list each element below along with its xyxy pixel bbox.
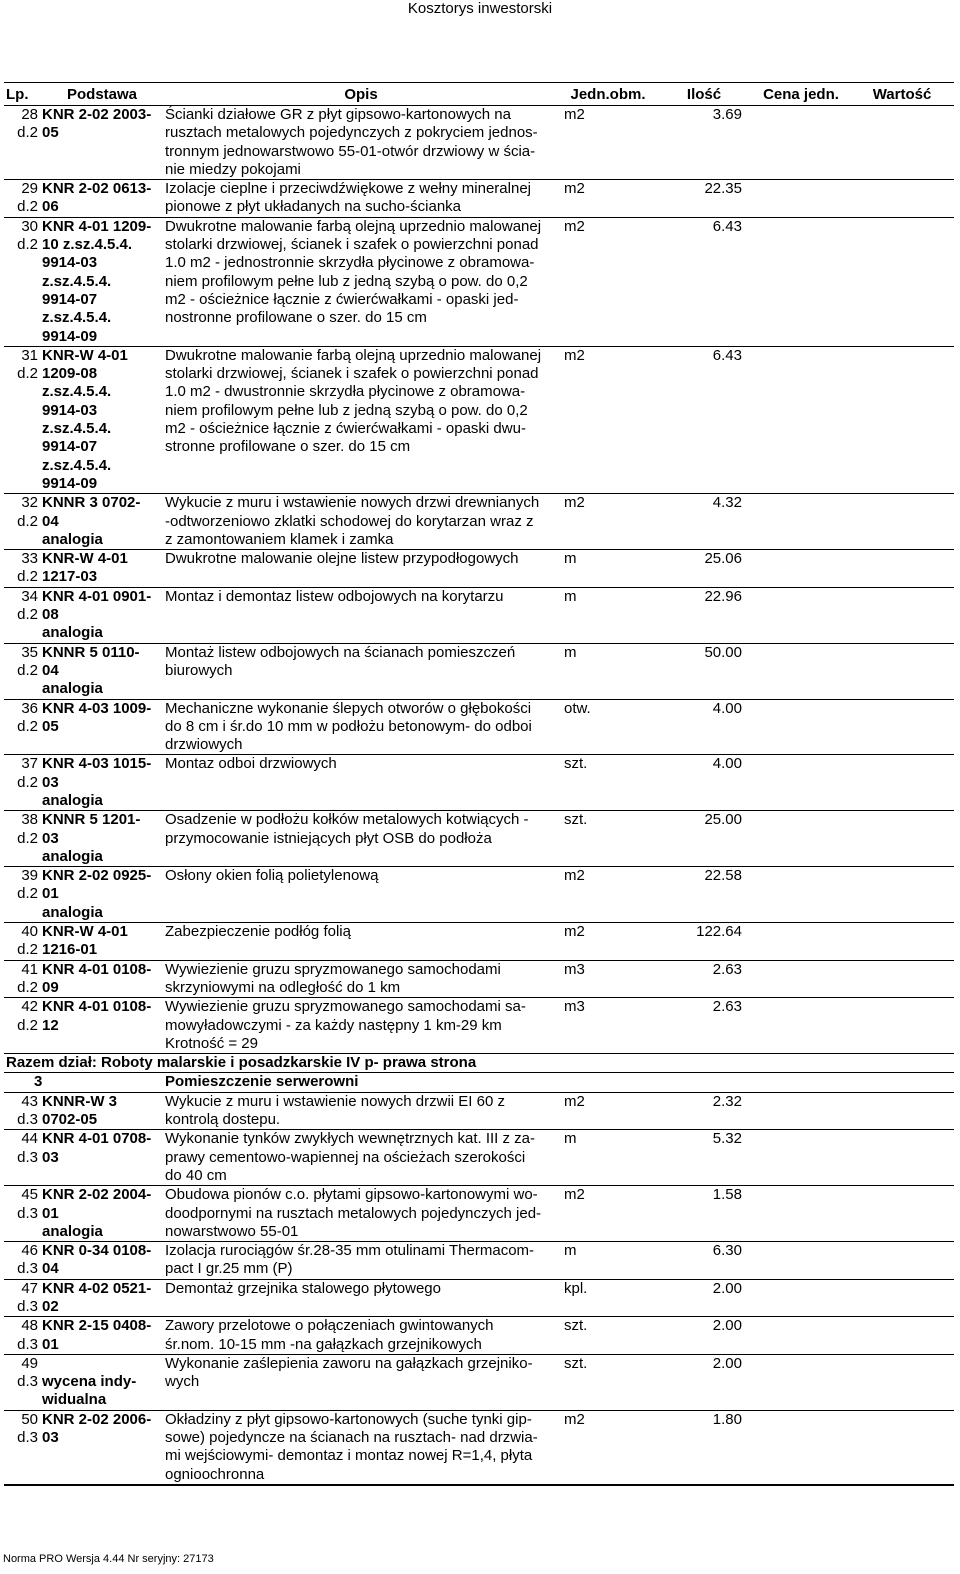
cell-podstawa: wycena indy- widualna bbox=[42, 1373, 137, 1409]
table-row bbox=[4, 347, 954, 494]
section-title: Pomieszczenie serwerowni bbox=[165, 1073, 359, 1091]
cell-ilosc: 22.96 bbox=[704, 587, 742, 605]
cell-ilosc: 4.00 bbox=[712, 699, 742, 717]
section-heading bbox=[4, 1073, 954, 1092]
cell-podstawa: KNR 2-02 0925- 01 analogia bbox=[42, 867, 152, 921]
cell-podstawa: KNR 4-01 0108- 09 bbox=[42, 960, 152, 996]
page-title: Kosztorys inwestorski bbox=[407, 0, 553, 17]
cell-podstawa: KNR-W 4-01 1217-03 bbox=[42, 550, 128, 586]
cell-jedn: m2 bbox=[564, 1186, 585, 1204]
cell-jedn: m bbox=[564, 587, 577, 605]
cell-cena bbox=[752, 218, 850, 346]
cell-podstawa: KNR-W 4-01 1216-01 bbox=[42, 923, 128, 959]
cell-wartosc bbox=[850, 1130, 954, 1185]
table-row bbox=[4, 1242, 954, 1280]
table-row bbox=[4, 1280, 954, 1318]
cell-lp: 40 d.2 bbox=[17, 923, 38, 959]
table-row bbox=[4, 1317, 954, 1355]
cell-wartosc bbox=[850, 811, 954, 866]
cell-cena bbox=[752, 961, 850, 998]
cell-jedn: m2 bbox=[564, 923, 585, 941]
rows-group-b bbox=[4, 1093, 954, 1485]
cell-wartosc bbox=[850, 923, 954, 960]
cell-opis: Montaż listew odbojowych na ścianach pomieszczeń biurowych bbox=[165, 643, 516, 679]
cell-jedn: m3 bbox=[564, 998, 585, 1016]
cell-cena bbox=[752, 1093, 850, 1130]
cell-jedn: m bbox=[564, 1242, 577, 1260]
table-row bbox=[4, 550, 954, 588]
header-podstawa: Podstawa bbox=[66, 85, 138, 103]
header-ilosc: Ilość bbox=[686, 85, 722, 103]
cell-ilosc: 122.64 bbox=[696, 923, 742, 941]
cell-podstawa: KNR 0-34 0108- 04 bbox=[42, 1242, 152, 1278]
cell-opis: Montaz i demontaz listew odbojowych na korytarzu bbox=[165, 587, 504, 605]
cell-wartosc bbox=[850, 588, 954, 643]
cell-opis: Ścianki działowe GR z płyt gipsowo-kartonowych na rusztach metalowych pojedynczych z pokryciem jednos- tronnym jednowarstwowo 55-01-otwór drzwiowy w ścia- nie miedzy pokojami bbox=[165, 106, 538, 178]
table-row bbox=[4, 494, 954, 550]
cell-podstawa: KNR 4-03 1015- 03 analogia bbox=[42, 755, 152, 809]
cell-lp: 30 d.2 bbox=[17, 217, 38, 254]
cell-ilosc: 22.35 bbox=[704, 180, 742, 198]
cell-wartosc bbox=[850, 1280, 954, 1317]
cell-lp: 44 d.3 bbox=[17, 1130, 38, 1166]
cell-wartosc bbox=[850, 218, 954, 346]
cell-cena bbox=[752, 1411, 850, 1484]
cell-lp: 36 d.2 bbox=[17, 699, 38, 735]
cell-podstawa: KNR 4-01 1209- 10 z.sz.4.5.4. 9914-03 z.sz.4.5.4. 9914-07 z.sz.4.5.4. 9914-09 bbox=[42, 217, 152, 345]
cell-cena bbox=[752, 644, 850, 699]
cell-wartosc bbox=[850, 347, 954, 493]
cell-jedn: m2 bbox=[564, 106, 585, 123]
table-row bbox=[4, 180, 954, 218]
cell-cena bbox=[752, 550, 850, 587]
cell-opis: Zawory przelotowe o połączeniach gwintowanych śr.nom. 10-15 mm -na gałązkach grzejnikowych bbox=[165, 1317, 494, 1353]
cell-opis: Zabezpieczenie podłóg folią bbox=[165, 923, 351, 941]
cell-cena bbox=[752, 494, 850, 549]
header-opis: Opis bbox=[344, 85, 378, 103]
table-row bbox=[4, 1186, 954, 1242]
cell-lp: 49 d.3 bbox=[17, 1354, 38, 1391]
cell-lp: 28 d.2 bbox=[17, 106, 38, 142]
cell-opis: Dwukrotne malowanie farbą olejną uprzednio malowanej stolarki drzwiowej, ścianek i szafek o powierzchni ponad 1.0 m2 - dwustronnie skrzydła płycinowe z obramowa- niem profilowym pełne lub z jedną szybą o pow. do 0,2 m2 - ościeżnice łącznie z ćwierćwałkami - opaski dwu- stronne profilowane o szer. do 15 cm bbox=[165, 346, 542, 456]
cell-ilosc: 2.63 bbox=[712, 960, 742, 978]
cell-wartosc bbox=[850, 494, 954, 549]
cell-ilosc: 1.58 bbox=[712, 1186, 742, 1204]
table-row bbox=[4, 1130, 954, 1186]
cell-ilosc: 5.32 bbox=[712, 1130, 742, 1148]
cell-opis: Dwukrotne malowanie olejne listew przypodłogowych bbox=[165, 550, 519, 568]
table-row bbox=[4, 644, 954, 700]
cell-podstawa: KNR 4-01 0708- 03 bbox=[42, 1130, 152, 1166]
cell-cena bbox=[752, 1242, 850, 1279]
cell-cena bbox=[752, 347, 850, 493]
cell-jedn: m2 bbox=[564, 346, 585, 364]
cell-opis: Izolacje cieplne i przeciwdźwiękowe z wełny mineralnej pionowe z płyt układanych na sucho-ścianka bbox=[165, 180, 531, 216]
cell-podstawa: KNNR 5 0110- 04 analogia bbox=[42, 643, 140, 698]
table-row bbox=[4, 961, 954, 999]
cell-wartosc bbox=[850, 644, 954, 699]
section-number: 3 bbox=[34, 1073, 43, 1091]
cell-jedn: szt. bbox=[564, 1317, 588, 1335]
cell-ilosc: 2.32 bbox=[712, 1092, 742, 1110]
cell-podstawa: KNR 4-01 0901- 08 analogia bbox=[42, 587, 152, 642]
cell-cena bbox=[752, 180, 850, 217]
table-row bbox=[4, 588, 954, 644]
cell-lp: 31 d.2 bbox=[17, 346, 38, 383]
cell-jedn: kpl. bbox=[564, 1279, 588, 1297]
cell-ilosc: 6.30 bbox=[712, 1242, 742, 1260]
cell-ilosc: 25.06 bbox=[704, 550, 742, 568]
cell-wartosc bbox=[850, 867, 954, 922]
section-summary: Razem dział: Roboty malarskie i posadzkarskie IV p- prawa strona bbox=[4, 1054, 954, 1073]
cell-opis: Mechaniczne wykonanie ślepych otworów o głębokości do 8 cm i śr.do 10 mm w podłożu betonowym- do odboi drzwiowych bbox=[165, 699, 532, 754]
cell-wartosc bbox=[850, 755, 954, 810]
cell-podstawa: KNNR-W 3 0702-05 bbox=[42, 1092, 117, 1129]
footer: Norma PRO Wersja 4.44 Nr seryjny: 27173 bbox=[3, 1553, 214, 1565]
cell-ilosc: 3.69 bbox=[712, 106, 742, 123]
table-row bbox=[4, 923, 954, 961]
cell-jedn: m bbox=[564, 1130, 577, 1148]
cell-podstawa: KNR 4-02 0521- 02 bbox=[42, 1279, 152, 1315]
cell-podstawa: KNR 2-02 0613- 06 bbox=[42, 180, 152, 216]
cell-wartosc bbox=[850, 1355, 954, 1410]
cell-ilosc: 6.43 bbox=[712, 346, 742, 364]
cell-cena bbox=[752, 923, 850, 960]
cell-ilosc: 22.58 bbox=[704, 867, 742, 885]
cell-podstawa: KNNR 5 1201- 03 analogia bbox=[42, 811, 141, 865]
cell-jedn: m bbox=[564, 643, 577, 661]
cell-ilosc: 2.00 bbox=[712, 1354, 742, 1372]
cell-podstawa: KNR 2-02 2006- 03 bbox=[42, 1410, 152, 1447]
cell-cena bbox=[752, 700, 850, 755]
cell-jedn: szt. bbox=[564, 1354, 588, 1372]
cell-wartosc bbox=[850, 1093, 954, 1130]
table-header bbox=[4, 83, 954, 106]
table-row bbox=[4, 811, 954, 867]
cell-wartosc bbox=[850, 1317, 954, 1354]
cell-jedn: otw. bbox=[564, 699, 591, 717]
cell-jedn: m2 bbox=[564, 1092, 585, 1110]
cell-lp: 38 d.2 bbox=[17, 811, 38, 847]
table-row bbox=[4, 1411, 954, 1485]
cell-cena bbox=[752, 588, 850, 643]
cell-lp: 48 d.3 bbox=[17, 1317, 38, 1353]
cell-lp: 35 d.2 bbox=[17, 643, 38, 679]
cell-jedn: m2 bbox=[564, 180, 585, 198]
cell-wartosc bbox=[850, 1186, 954, 1241]
cell-opis: Wykucie z muru i wstawienie nowych drzwi drewnianych -odtworzeniowo zklatki schodowej do korytarzan wraz z z zamontowaniem klamek i zamka bbox=[165, 494, 540, 548]
rows-group-a bbox=[4, 106, 954, 1054]
cell-podstawa: KNR 2-15 0408- 01 bbox=[42, 1317, 152, 1353]
cell-jedn: m bbox=[564, 550, 577, 568]
cell-ilosc: 2.00 bbox=[712, 1317, 742, 1335]
table-row bbox=[4, 1093, 954, 1131]
cell-lp: 37 d.2 bbox=[17, 755, 38, 791]
header-cena: Cena jedn. bbox=[763, 85, 839, 103]
table-row bbox=[4, 998, 954, 1054]
cell-lp: 42 d.2 bbox=[17, 998, 38, 1034]
cell-cena bbox=[752, 1355, 850, 1410]
cell-cena bbox=[752, 998, 850, 1053]
cell-wartosc bbox=[850, 961, 954, 998]
table-row bbox=[4, 867, 954, 923]
cell-cena bbox=[752, 811, 850, 866]
cell-ilosc: 2.00 bbox=[712, 1279, 742, 1297]
cell-opis: Wykucie z muru i wstawienie nowych drzwii EI 60 z kontrolą dostepu. bbox=[165, 1092, 505, 1129]
cell-wartosc bbox=[850, 700, 954, 755]
cell-jedn: m2 bbox=[564, 867, 585, 885]
cell-opis: Obudowa pionów c.o. płytami gipsowo-kartonowymi wo- doodpornymi na rusztach metalowych pojedynczych jed- nowarstwowo 55-01 bbox=[165, 1186, 542, 1240]
cell-podstawa: KNR 2-02 2003- 05 bbox=[42, 106, 152, 142]
cell-opis: Wywiezienie gruzu spryzmowanego samochodami sa- mowyładowczymi - za każdy następny 1 km-29 km Krotność = 29 bbox=[165, 998, 526, 1052]
header-lp: Lp. bbox=[6, 85, 29, 103]
table-row bbox=[4, 700, 954, 756]
cell-lp: 43 d.3 bbox=[17, 1092, 38, 1129]
cell-wartosc bbox=[850, 998, 954, 1053]
cell-ilosc: 4.32 bbox=[712, 494, 742, 512]
cell-ilosc: 25.00 bbox=[704, 811, 742, 829]
cell-jedn: szt. bbox=[564, 811, 588, 829]
table-row bbox=[4, 755, 954, 811]
cell-opis: Izolacja rurociągów śr.28-35 mm otulinami Thermacom- pact I gr.25 mm (P) bbox=[165, 1242, 535, 1278]
table-row bbox=[4, 106, 954, 180]
cell-opis: Osadzenie w podłożu kołków metalowych kotwiących - przymocowanie istniejących płyt OSB do podłoża bbox=[165, 811, 529, 847]
cell-lp: 29 d.2 bbox=[17, 180, 38, 216]
cell-jedn: m2 bbox=[564, 217, 585, 235]
cell-podstawa: KNR 4-01 0108- 12 bbox=[42, 998, 152, 1034]
cell-lp: 34 d.2 bbox=[17, 587, 38, 624]
cell-opis: Okładziny z płyt gipsowo-kartonowych (suche tynki gip- sowe) pojedyncze na ścianach na rusztach- nad drzwia- mi wejściowymi- demontaz i montaz nowej R=1,4, płyta ognioochronna bbox=[165, 1410, 538, 1483]
header-wartosc: Wartość bbox=[872, 85, 932, 103]
cell-wartosc bbox=[850, 550, 954, 587]
cell-wartosc bbox=[850, 1242, 954, 1279]
cell-jedn: szt. bbox=[564, 755, 588, 773]
cell-opis: Osłony okien folią polietylenową bbox=[165, 867, 379, 885]
cell-cena bbox=[752, 106, 850, 179]
cell-podstawa: KNNR 3 0702- 04 analogia bbox=[42, 494, 141, 548]
cell-opis: Wykonanie zaślepienia zaworu na gałązkach grzejniko- wych bbox=[165, 1354, 533, 1391]
cell-ilosc: 4.00 bbox=[712, 755, 742, 773]
cell-podstawa: KNR 4-03 1009- 05 bbox=[42, 699, 152, 735]
cell-ilosc: 2.63 bbox=[712, 998, 742, 1016]
cell-lp: 50 d.3 bbox=[17, 1410, 38, 1447]
cell-opis: Dwukrotne malowanie farbą olejną uprzednio malowanej stolarki drzwiowej, ścianek i szafek o powierzchni ponad 1.0 m2 - jednostronnie skrzydła płycinowe z obramowa- niem profilowym pełne lub z jedną szybą o pow. do 0,2 m2 - ościeżnice łącznie z ćwierćwałkami - opaski jed- nostronne profilowane o szer. do 15 cm bbox=[165, 217, 542, 327]
header-jedn: Jedn.obm. bbox=[570, 85, 646, 103]
cell-jedn: m3 bbox=[564, 960, 585, 978]
cell-jedn: m2 bbox=[564, 494, 585, 512]
cell-ilosc: 50.00 bbox=[704, 643, 742, 661]
table-row bbox=[4, 1355, 954, 1411]
cell-opis: Demontaż grzejnika stalowego płytowego bbox=[165, 1279, 441, 1297]
cell-lp: 39 d.2 bbox=[17, 867, 38, 903]
cell-jedn: m2 bbox=[564, 1410, 585, 1428]
cost-estimate-table bbox=[4, 82, 954, 1486]
cell-wartosc bbox=[850, 1411, 954, 1484]
cell-podstawa: KNR-W 4-01 1209-08 z.sz.4.5.4. 9914-03 z.sz.4.5.4. 9914-07 z.sz.4.5.4. 9914-09 bbox=[42, 346, 128, 492]
cell-lp: 32 d.2 bbox=[17, 494, 38, 530]
cell-cena bbox=[752, 1317, 850, 1354]
cell-opis: Wykonanie tynków zwykłych wewnętrznych kat. III z za- prawy cementowo-wapiennej na ościeżach szerokości do 40 cm bbox=[165, 1130, 535, 1184]
cell-opis: Montaz odboi drzwiowych bbox=[165, 755, 337, 773]
cell-lp: 41 d.2 bbox=[17, 960, 38, 996]
cell-ilosc: 1.80 bbox=[712, 1410, 742, 1428]
cell-cena bbox=[752, 1186, 850, 1241]
cell-lp: 45 d.3 bbox=[17, 1186, 38, 1222]
section-spacer bbox=[42, 1073, 162, 1091]
cell-lp: 46 d.3 bbox=[17, 1242, 38, 1278]
cell-cena bbox=[752, 1280, 850, 1317]
cell-lp: 47 d.3 bbox=[17, 1279, 38, 1315]
cell-wartosc bbox=[850, 106, 954, 179]
cell-lp: 33 d.2 bbox=[17, 550, 38, 586]
table-row bbox=[4, 218, 954, 347]
cell-ilosc: 6.43 bbox=[712, 217, 742, 235]
cell-cena bbox=[752, 755, 850, 810]
cell-cena bbox=[752, 867, 850, 922]
cell-cena bbox=[752, 1130, 850, 1185]
cell-podstawa: KNR 2-02 2004- 01 analogia bbox=[42, 1186, 152, 1240]
cell-wartosc bbox=[850, 180, 954, 217]
cell-opis: Wywiezienie gruzu spryzmowanego samochodami skrzyniowymi na odległość do 1 km bbox=[165, 960, 501, 996]
